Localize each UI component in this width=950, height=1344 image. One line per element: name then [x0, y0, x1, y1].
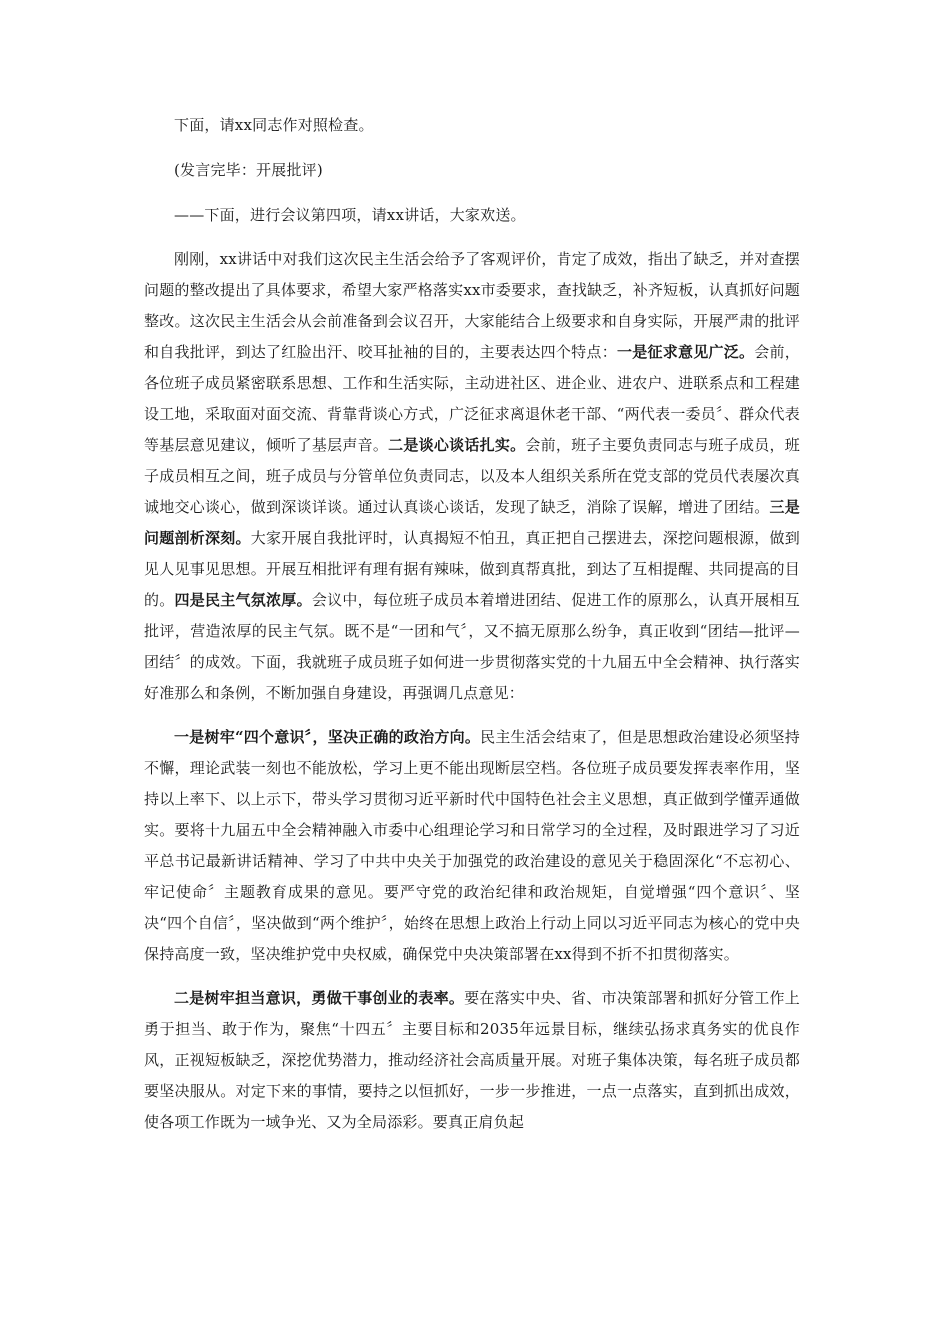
paragraph-4-intro: 刚刚，xx讲话中对我们这次民主生活会给予了客观评价，肯定了成效，指出了缺乏，并对查摆问题的整改提出了具体要求，希望大家严格落实xx市委要求，查找缺乏，补齐短板，认真抓好问题整改。这次民主生活会从会前准备到会议召开，大家能结合上级要求和自身实际，开展严肃的批评和自我批评，到达了红脸出汗、咬耳扯袖的目的，主要表达四个特点： — [144, 250, 800, 361]
point-3-heading: 三是问题剖析深刻。 — [144, 498, 800, 547]
paragraph-4 — [144, 244, 800, 709]
paragraph-6 — [144, 983, 800, 1138]
opinion-1-heading: 一是树牢“四个意识〞，坚决正确的政治方向。 — [174, 728, 481, 746]
point-2-body: 会前，班子主要负责同志与班子成员，班子成员相互之间，班子成员与分管单位负责同志，以及本人组织关系所在党支部的党员代表屡次真诚地交心谈心，做到深谈详谈。通过认真谈心谈话，发现了缺乏，消除了误解，增进了团结。 — [144, 436, 800, 516]
point-1-body: 会前，各位班子成员紧密联系思想、工作和生活实际，主动进社区、进企业、进农户、进联系点和工程建设工地，采取面对面交流、背靠背谈心方式，广泛征求离退休老干部、“两代表一委员〞、群众代表等基层意见建议，倾听了基层声音。 — [144, 343, 800, 454]
point-4-body: 会议中，每位班子成员本着增进团结、促进工作的原那么，认真开展相互批评，营造浓厚的民主气氛。既不是“一团和气〞，又不搞无原那么纷争，真正收到“团结—批评—团结〞的成效。下面，我就班子成员班子如何进一步贯彻落实党的十九届五中全会精神、执行落实好准那么和条例，不断加强自身建设，再强调几点意见： — [144, 591, 800, 702]
paragraph-5 — [144, 722, 800, 970]
point-2-heading: 二是谈心谈话扎实。 — [388, 436, 526, 454]
opinion-2-heading: 二是树牢担当意识，勇做干事创业的表率。 — [174, 989, 465, 1007]
paragraph-2 — [144, 155, 800, 186]
point-4-heading: 四是民主气氛浓厚。 — [174, 591, 312, 609]
point-1-heading: 一是征求意见广泛。 — [616, 343, 755, 361]
opinion-2-body: 要在落实中央、省、市决策部署和抓好分管工作上勇于担当、敢于作为，聚焦“十四五〞主要目标和2035年远景目标，继续弘扬求真务实的优良作风，正视短板缺乏，深挖优势潜力，推动经济社会高质量开展。对班子集体决策，每名班子成员都要坚决服从。对定下来的事情，要持之以恒抓好，一步一步推进，一点一点落实，直到抓出成效，使各项工作既为一域争光、又为全局添彩。要真正肩负起 — [144, 989, 800, 1131]
paragraph-3 — [144, 200, 800, 231]
opinion-1-body: 民主生活会结束了，但是思想政治建设必须坚持不懈，理论武装一刻也不能放松，学习上更不能出现断层空档。各位班子成员要发挥表率作用，坚持以上率下、以上示下，带头学习贯彻习近平新时代中国特色社会主义思想，真正做到学懂弄通做实。要将十九届五中全会精神融入市委中心组理论学习和日常学习的全过程，及时跟进学习了习近平总书记最新讲话精神、学习了中共中央关于加强党的政治建设的意见关于稳固深化“不忘初心、牢记使命〞主题教育成果的意见。要严守党的政治纪律和政治规矩，自觉增强“四个意识〞、坚决“四个自信〞，坚决做到“两个维护〞，始终在思想上政治上行动上同以习近平同志为核心的党中央保持高度一致，坚决维护党中央权威，确保党中央决策部署在xx得到不折不扣贯彻落实。 — [144, 728, 800, 963]
paragraph-1-text: 下面，请xx同志作对照检查。 — [174, 116, 374, 134]
point-3-body: 大家开展自我批评时，认真揭短不怕丑，真正把自己摆进去，深挖问题根源，做到见人见事见思想。开展互相批评有理有据有辣味，做到真帮真批，到达了互相提醒、共同提高的目的。 — [144, 529, 800, 609]
paragraph-1 — [144, 110, 800, 141]
paragraph-2-text: (发言完毕：开展批评) — [174, 161, 323, 179]
paragraph-3-text: ——下面，进行会议第四项，请xx讲话，大家欢送。 — [174, 206, 526, 224]
